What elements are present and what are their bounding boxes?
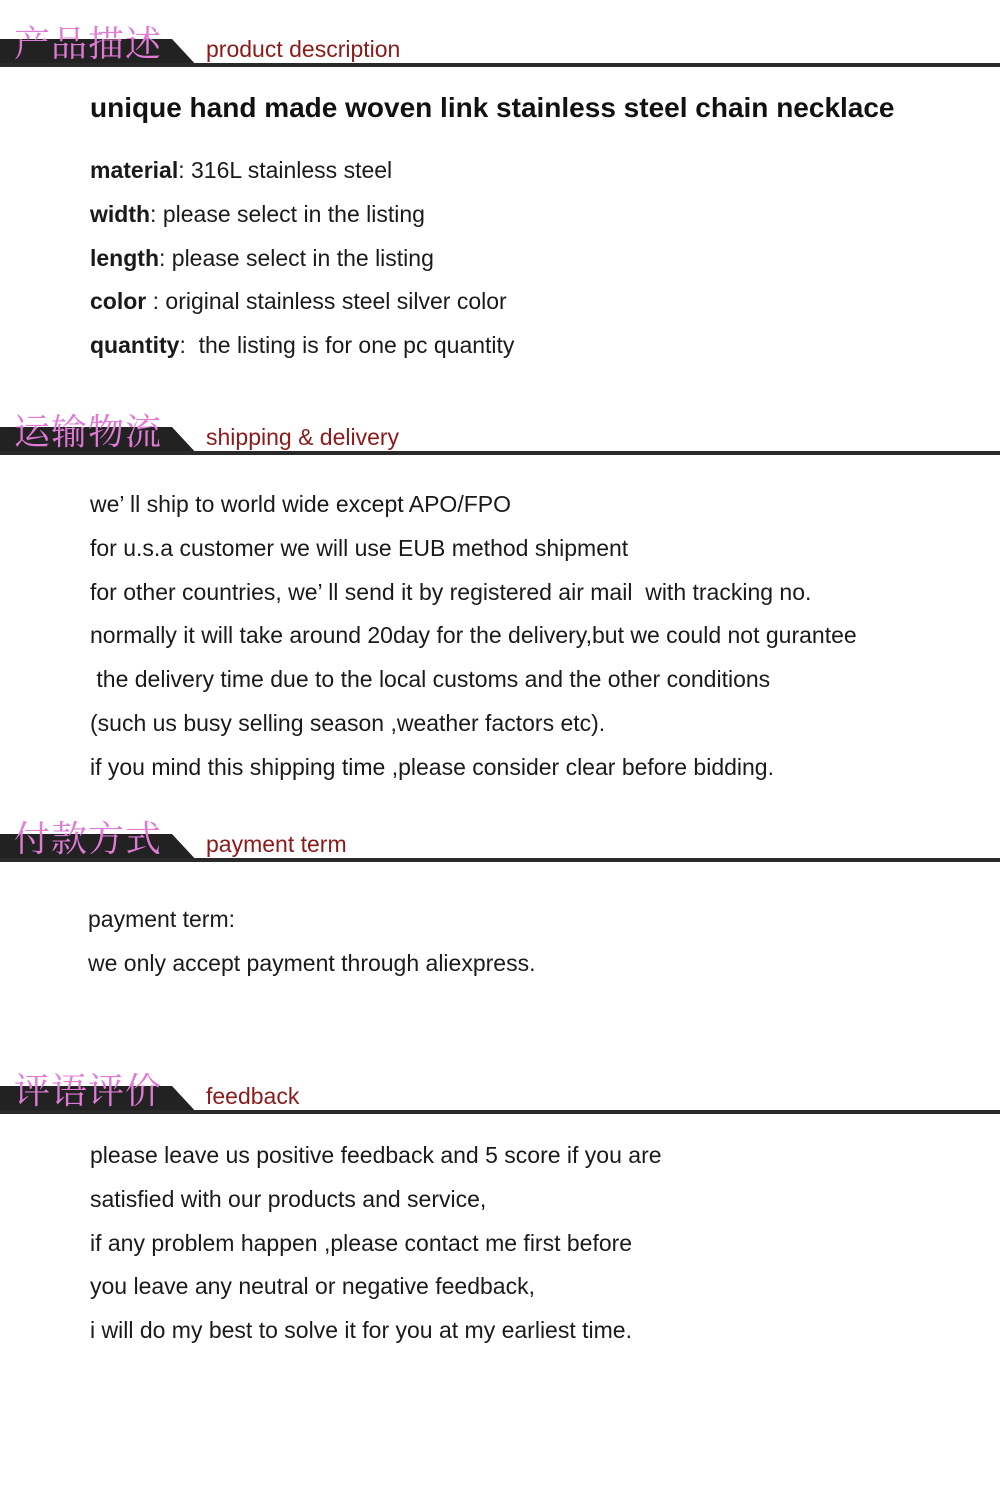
spec-value: the listing is for one pc quantity xyxy=(198,332,515,358)
spec-separator: : xyxy=(146,288,166,314)
spec-value: original stainless steel silver color xyxy=(165,288,507,314)
section-header-feedback xyxy=(0,1064,1000,1114)
spec-separator: : xyxy=(178,157,191,183)
spec-label: quantity xyxy=(90,332,180,358)
spec-label: color xyxy=(90,288,147,314)
payment-line: payment term: xyxy=(88,906,235,932)
feedback-line: you leave any neutral or negative feedback, xyxy=(90,1273,535,1299)
header-cn-title: 评语评价 xyxy=(14,1071,163,1112)
spec-value: 316L stainless steel xyxy=(191,157,393,183)
spec-value: please select in the listing xyxy=(162,201,425,227)
spec-separator: : xyxy=(179,332,199,358)
shipping-line: for u.s.a customer we will use EUB method shipment xyxy=(90,535,629,561)
shipping-line: if you mind this shipping time ,please consider clear before bidding. xyxy=(90,754,774,780)
spec-label: length xyxy=(90,245,159,271)
spec-length xyxy=(90,243,434,273)
header-cn-title: 产品描述 xyxy=(14,24,163,65)
spec-material xyxy=(90,155,392,185)
header-en-title: product description xyxy=(206,36,401,62)
spec-quantity xyxy=(90,330,514,360)
shipping-line: (such us busy selling season ,weather factors etc). xyxy=(90,710,606,736)
shipping-line: we’ ll ship to world wide except APO/FPO xyxy=(90,491,511,517)
feedback-line: if any problem happen ,please contact me first before xyxy=(90,1230,633,1256)
spec-color xyxy=(90,286,507,316)
shipping-line: for other countries, we’ ll send it by registered air mail with tracking no. xyxy=(90,579,812,605)
spec-width xyxy=(90,199,425,229)
header-en-title: shipping & delivery xyxy=(206,424,400,450)
spec-separator: : xyxy=(159,245,172,271)
payment-line: we only accept payment through aliexpress. xyxy=(88,950,536,976)
feedback-line: i will do my best to solve it for you at my earliest time. xyxy=(90,1317,632,1343)
spec-label: material xyxy=(90,157,179,183)
shipping-line: normally it will take around 20day for the delivery,but we could not gurantee xyxy=(90,622,857,648)
section-header-payment xyxy=(0,812,1000,862)
header-cn-title: 运输物流 xyxy=(14,412,163,453)
header-cn-title: 付款方式 xyxy=(14,819,163,860)
spec-value: please select in the listing xyxy=(171,245,434,271)
feedback-line: please leave us positive feedback and 5 score if you are xyxy=(90,1142,662,1168)
section-header-description xyxy=(0,17,1000,67)
header-en-title: feedback xyxy=(206,1083,300,1109)
spec-separator: : xyxy=(150,201,163,227)
product-title: unique hand made woven link stainless steel chain necklace xyxy=(90,92,895,123)
header-en-title: payment term xyxy=(206,831,347,857)
feedback-line: satisfied with our products and service, xyxy=(90,1186,487,1212)
section-header-shipping xyxy=(0,405,1000,455)
shipping-line: the delivery time due to the local customs and the other conditions xyxy=(90,666,771,692)
spec-label: width xyxy=(90,201,151,227)
